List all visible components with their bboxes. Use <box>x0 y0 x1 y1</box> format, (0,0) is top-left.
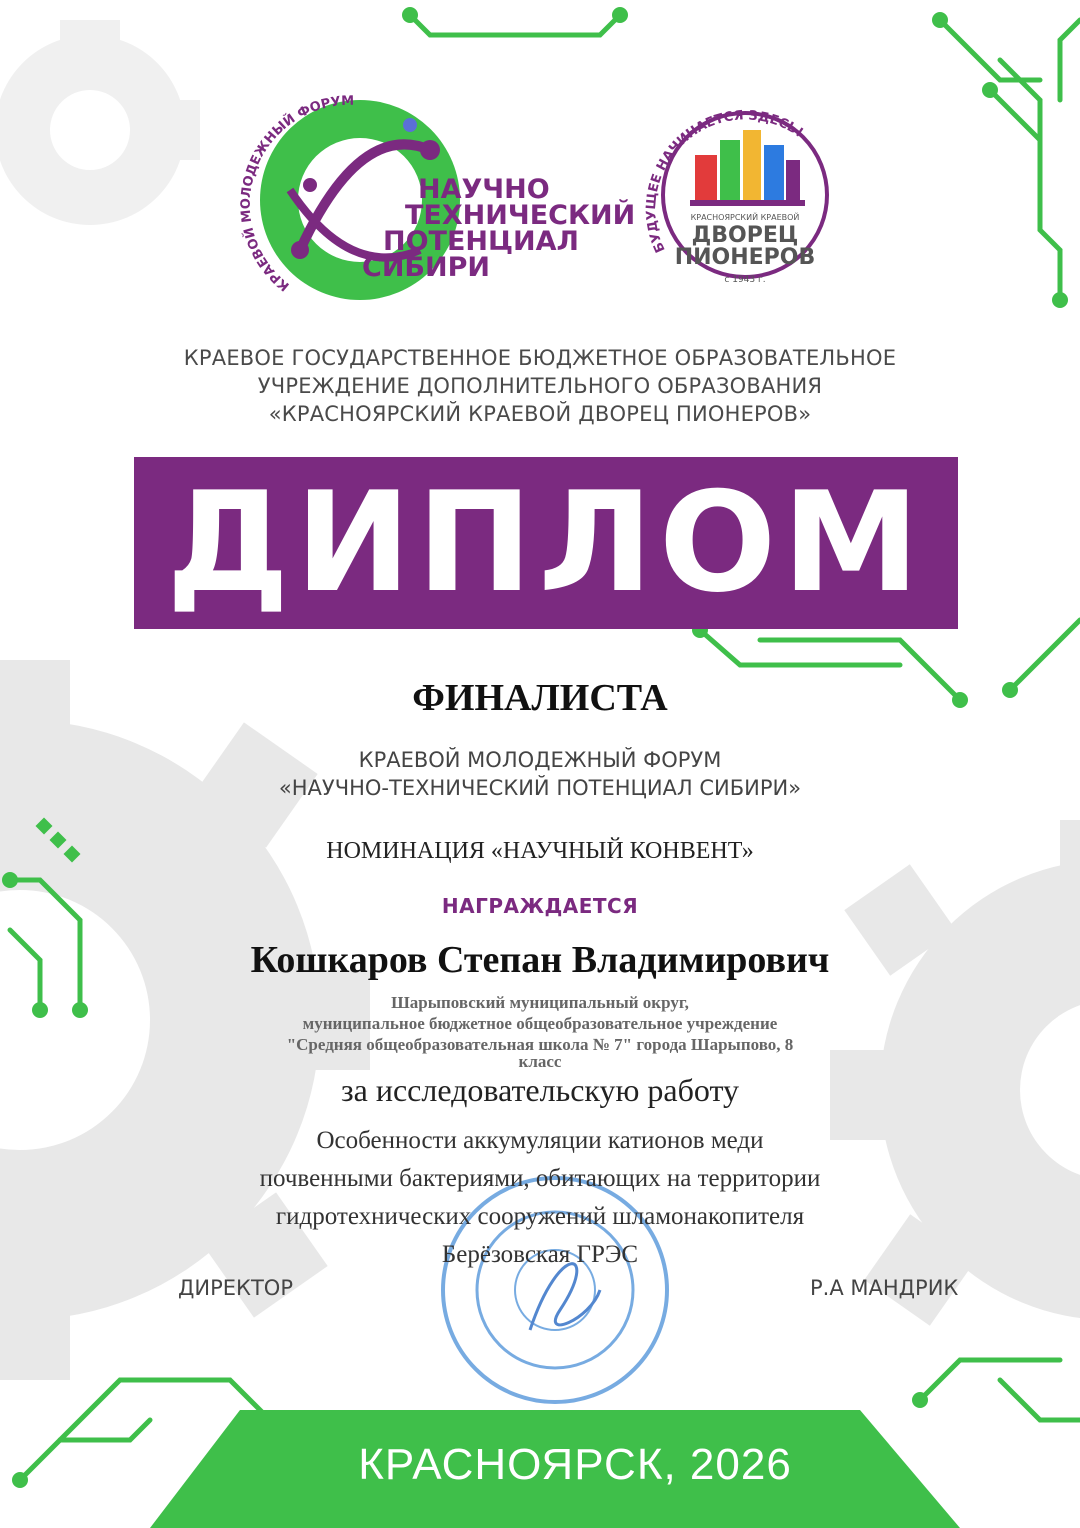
topic-line-3: гидротехнических сооружений шламонакопителя <box>275 1203 805 1230</box>
topic-line-2: почвенными бактериями, обитающих на территории <box>259 1165 821 1192</box>
forum-logo <box>0 0 1080 320</box>
forum-logo-line-1: НАУЧНО <box>418 174 550 205</box>
school-line-4: класс <box>518 1052 562 1071</box>
diploma-subtitle: ФИНАЛИСТА <box>412 677 668 719</box>
school-line-2: муниципальное бюджетное общеобразовательное учреждение <box>302 1014 778 1033</box>
topic-line-4: Берёзовская ГРЭС <box>441 1241 639 1268</box>
for-research-text: за исследовательскую работу <box>340 1072 740 1108</box>
forum-logo-line-3: ПОТЕНЦИАЛ <box>383 226 579 257</box>
topic-line-1: Особенности аккумуляции катионов меди <box>316 1127 764 1154</box>
svg-text:КРАЕВОЙ МОЛОДЕЖНЫЙ ФОРУМ <box>239 94 355 294</box>
forum-block <box>0 746 1080 802</box>
awarded-label: НАГРАЖДАЕТСЯ <box>441 894 639 918</box>
organization-line-2: УЧРЕЖДЕНИЕ ДОПОЛНИТЕЛЬНОГО ОБРАЗОВАНИЯ <box>257 374 823 398</box>
organization-block <box>0 344 1080 428</box>
palace-logo-arc-text: БУДУЩЕЕ НАЧИНАЕТСЯ ЗДЕСЬ! <box>643 108 806 255</box>
awardee-name: Кошкаров Степан Владимирович <box>250 939 830 981</box>
palace-logo-line-1: ДВОРЕЦ <box>691 223 799 248</box>
school-line-3: "Средняя общеобразовательная школа № 7" города Шарыпово, 8 <box>286 1035 794 1054</box>
forum-logo-line-2: ТЕХНИЧЕСКИЙ <box>405 200 636 231</box>
school-line-1: Шарыповский муниципальный округ, <box>391 993 689 1012</box>
palace-logo-small: КРАСНОЯРСКИЙ КРАЕВОЙ <box>690 213 800 222</box>
nomination: НОМИНАЦИЯ «НАУЧНЫЙ КОНВЕНТ» <box>326 838 754 864</box>
forum-line-2: «НАУЧНО-ТЕХНИЧЕСКИЙ ПОТЕНЦИАЛ СИБИРИ» <box>278 776 802 800</box>
diploma-title: ДИПЛОМ <box>166 462 926 623</box>
organization-line-3: «КРАСНОЯРСКИЙ КРАЕВОЙ ДВОРЕЦ ПИОНЕРОВ» <box>268 402 812 426</box>
director-name: Р.А МАНДРИК <box>810 1276 959 1300</box>
footer-city-year: КРАСНОЯРСК, 2026 <box>358 1440 792 1489</box>
director-label: ДИРЕКТОР <box>178 1276 293 1300</box>
forum-logo-line-4: СИБИРИ <box>362 252 490 283</box>
palace-logo-line-2: ПИОНЕРОВ <box>674 245 816 270</box>
school-block <box>0 992 1080 1069</box>
diploma-banner <box>134 457 958 629</box>
forum-line-1: КРАЕВОЙ МОЛОДЕЖНЫЙ ФОРУМ <box>358 748 722 772</box>
organization-line-1: КРАЕВОЕ ГОСУДАРСТВЕННОЕ БЮДЖЕТНОЕ ОБРАЗОВАТЕЛЬНОЕ <box>183 346 897 370</box>
forum-logo-arc-text: КРАЕВОЙ МОЛОДЕЖНЫЙ ФОРУМ <box>238 93 355 294</box>
palace-logo-since: с 1943 г. <box>724 275 766 285</box>
topic-block <box>0 1122 1080 1274</box>
